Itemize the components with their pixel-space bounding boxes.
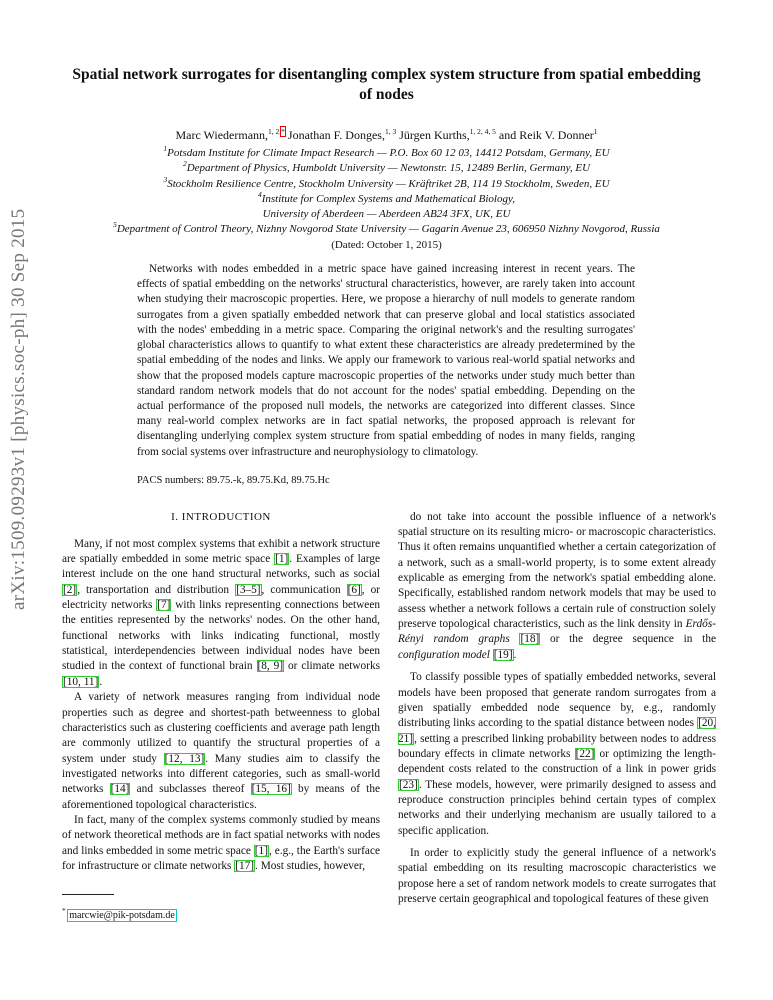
paragraph: In fact, many of the complex systems commonly studied by means of network theoretical methods are in fact spatial networks with nodes and links embedded in some metric space [1], e.g., the Earth's surface for infrastructure or climate networks [17]. Most studies, however, (62, 813, 380, 872)
author-name: Jonathan F. Donges, (287, 128, 385, 142)
affil-text: Stockholm Resilience Centre, Stockholm University — Kräftriket 2B, 114 19 Stockholm, Sweden, EU (167, 177, 610, 190)
affil-text: University of Aberdeen — Aberdeen AB24 3FX, UK, EU (262, 208, 511, 221)
footnote-mark: * (62, 906, 66, 916)
left-column (62, 510, 380, 923)
affil-sup: 2 (182, 159, 187, 169)
citation-link[interactable]: [22] (575, 747, 595, 760)
affil-sup: 3 (163, 174, 168, 184)
emphasis: Erdős-Rényi random graphs (398, 618, 716, 646)
author-affil-sup: 1, 3 (384, 127, 397, 136)
paragraph: do not take into account the possible influence of a network's spatial structure on its resulting micro- or macroscopic characteristics. Thus it often remains unquantified whether a certain categorization of a network, such as a small-world property, is to some extent already explicable as emerging from the network's spatial embedding alone. Specifically, established random network models that may be used to assess whether a network follows a certain rule of construction solely preserve topological characteristics, such as the link density in Erdős-Rényi random graphs [18] or the degree sequence in the configuration model [19]. (398, 510, 716, 661)
author-name: Marc Wiedermann, (175, 128, 269, 142)
citation-link[interactable]: [15, 16] (251, 783, 291, 796)
author-affil-sup: 1, 2, 4, 5 (469, 127, 496, 136)
citation-link[interactable]: [8, 9] (257, 660, 284, 673)
section-heading: I. INTRODUCTION (171, 510, 271, 523)
author-affil-sup: 1 (593, 127, 598, 136)
affiliations (27, 146, 747, 253)
author-name: Jürgen Kurths, (399, 128, 470, 142)
affil-text: Department of Control Theory, Nizhny Novgorod State University — Gagarin Avenue 23, 606950 Nizhny Novgorod, Russia (116, 223, 660, 236)
citation-link[interactable]: [7] (157, 599, 171, 612)
affiliation (27, 161, 747, 176)
affil-text: Department of Physics, Humboldt University — Newtonstr. 15, 12489 Berlin, Germany, EU (186, 162, 591, 175)
citation-link[interactable]: [14] (110, 783, 130, 796)
right-column (398, 510, 716, 908)
body-columns (62, 510, 773, 923)
pacs-numbers: PACS numbers: 89.75.-k, 89.75.Kd, 89.75.Hc (137, 474, 330, 486)
affil-sup: 5 (113, 220, 117, 230)
affiliation (27, 207, 747, 222)
paragraph: A variety of network measures ranging from individual node properties such as degree and shortest-path betweenness to global characteristics such as clustering coefficients and average path length are commonly utilized to quantify the structural properties of a system under study [12, 13]. Many studies aim to classify the investigated networks into different categories, such as small-world networks [14] and subclasses thereof [15, 16] by means of the aforementioned topological characteristics. (62, 691, 380, 811)
affiliation (27, 222, 747, 237)
paper-title: Spatial network surrogates for disentangling complex system structure from spatial embedding of nodes (72, 66, 701, 103)
author-list (47, 127, 727, 143)
email-link[interactable]: marcwie@pik-potsdam.de (69, 910, 175, 922)
citation-link[interactable]: [3–5] (236, 583, 261, 596)
citation-link[interactable]: [2] (63, 583, 77, 596)
citation-link[interactable]: [1] (254, 844, 268, 857)
citation-link[interactable]: [18] (520, 633, 540, 646)
paragraph: In order to explicitly study the general influence of a network's spatial embedding on its resulting macroscopic characteristics we propose here a set of random network models to create surrogates that preserve certain geographical and topological features of these given (398, 846, 716, 905)
citation-link[interactable]: [6] (347, 583, 361, 596)
citation-link[interactable]: [17] (235, 859, 255, 872)
footnote (62, 906, 380, 922)
citation-link[interactable]: [23] (399, 778, 418, 791)
right-body (398, 510, 716, 908)
citation-link[interactable]: [12, 13] (164, 752, 205, 765)
author-affil-sup: 1, 2, (268, 127, 282, 136)
abstract: Networks with nodes embedded in a metric space have gained increasing interest in recent years. The effects of spatial embedding on the networks' structural characteristics, however, are rarely taken into account when studying their macroscopic properties. Here, we propose a hierarchy of null models to generate random surrogates from a given spatially embedded network that can preserve global and local statistics associated with the nodes' embedding in a metric space. Comparing the original network's and the resulting surrogates' global characteristics allows to quantify to what extent these characteristics are already predetermined by the spatial embedding of the nodes and links. We apply our framework to various real-world spatial networks and show that the proposed models capture macroscopic properties of the networks under study much better than standard random network models that do not account for the nodes' spatial embedding. Depending on the actual performance of the proposed null models, the networks are categorized into different classes. Since many real-world complex networks are in fact spatial networks, the proposed approach is relevant for disentangling underlying complex system structure from spatial embedding of nodes in many fields, ranging from social systems over infrastructure and neurophysiology to climatology. (137, 263, 635, 458)
emphasis: configuration model (398, 648, 490, 661)
citation-link[interactable]: [10, 11] (63, 675, 99, 688)
affil-text: Potsdam Institute for Climate Impact Research — P.O. Box 60 12 03, 14412 Potsdam, Germany, EU (167, 147, 610, 159)
citation-link[interactable]: [1] (275, 553, 289, 566)
affil-sup: 1 (163, 144, 168, 153)
citation-link[interactable]: [19] (493, 648, 513, 661)
left-body (62, 537, 380, 875)
arxiv-identifier: arXiv:1509.09293v1 [physics.soc-ph] 30 Sep 2015 (8, 208, 29, 610)
affil-text: Institute for Complex Systems and Mathematical Biology, (261, 192, 516, 205)
footnote-rule (62, 894, 114, 895)
paragraph: To classify possible types of spatially embedded networks, several models have been proposed that generate random surrogates from a given spatially embedded node sequence by, e.g., randomly distributing links according to the spatial distance between nodes [20, 21], setting a prescribed linking probability between nodes to address boundary effects in climate networks [22] or optimizing the length-dependent costs related to the construction of a link in power grids [23]. These models, however, were primarily designed to assess and reproduce construction principles behind certain types of complex networks and their underlying mechanism are usually tailored to a specific application. (398, 671, 716, 837)
affiliation (27, 174, 747, 192)
date-line: (Dated: October 1, 2015) (331, 238, 442, 251)
paragraph: Many, if not most complex systems that exhibit a network structure are spatially embedded in some metric space [1]. Examples of large interest include on the one hand structural networks, such as social [2], transportation and distribution [3–5], communication [6], or electricity networks [7] with links representing connections between the entities represented by the networks' nodes. On the other hand, functional networks with links indicating functional, mostly statistical, interdependencies between individual nodes have been studied in the context of functional brain [8, 9] or climate networks [10, 11]. (62, 537, 380, 688)
author-name: and Reik V. Donner (498, 128, 594, 142)
affil-sup: 4 (257, 189, 262, 199)
citation-link[interactable]: [20, 21] (398, 717, 716, 745)
affiliation (27, 146, 747, 161)
footnote-link[interactable]: * (281, 127, 285, 136)
affiliation (27, 189, 747, 207)
